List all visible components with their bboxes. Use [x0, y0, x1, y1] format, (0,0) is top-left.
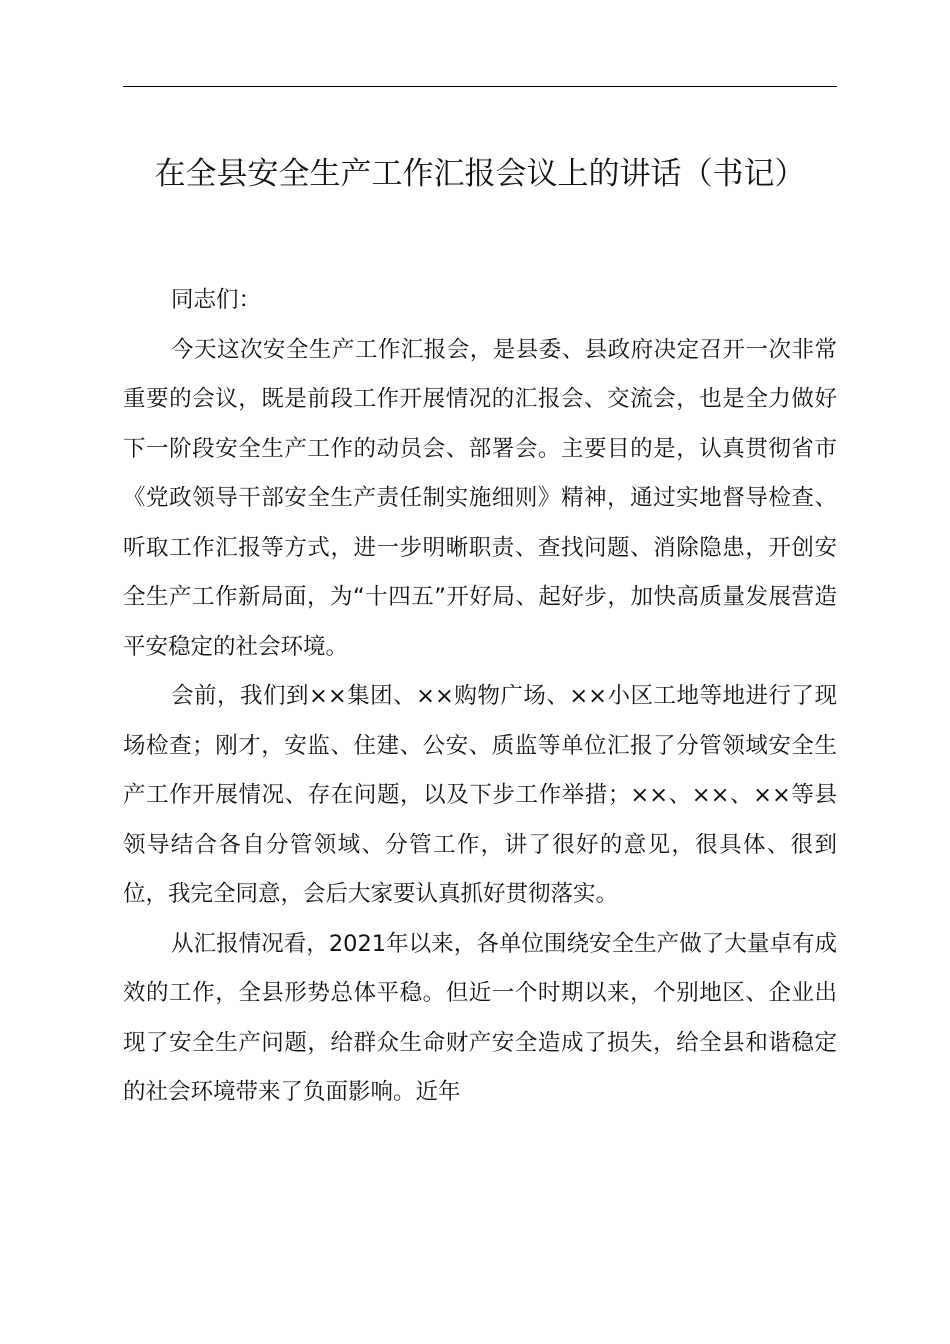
paragraph: 从汇报情况看，2021年以来，各单位围绕安全生产做了大量卓有成效的工作，全县形势总体平稳。但近一个时期以来，个别地区、企业出现了安全生产问题，给群众生命财产安全造成了损失，给全县和谐稳定的社会环境带来了负面影响。近年: [123, 930, 837, 1105]
document-body: [123, 276, 837, 1118]
paragraph: 今天这次安全生产工作汇报会，是县委、县政府决定召开一次非常重要的会议，既是前段工作开展情况的汇报会、交流会，也是全力做好下一阶段安全生产工作的动员会、部署会。主要目的是，认真贯彻省市《党政领导干部安全生产责任制实施细则》精神，通过实地督导检查、听取工作汇报等方式，进一步明晰职责、查找问题、消除隐患，开创安全生产工作新局面，为“十四五”开好局、起好步，加快高质量发展营造平安稳定的社会环境。: [123, 336, 837, 660]
paragraph: 会前，我们到××集团、××购物广场、××小区工地等地进行了现场检查；刚才，安监、住建、公安、质监等单位汇报了分管领域安全生产工作开展情况、存在问题，以及下步工作举措；××、××、××等县领导结合各自分管领域、分管工作，讲了很好的意见，很具体、很到位，我完全同意，会后大家要认真抓好贯彻落实。: [123, 683, 837, 907]
document-title: 在全县安全生产工作汇报会议上的讲话（书记）: [154, 156, 806, 192]
header-rule: [123, 86, 837, 87]
salutation: 同志们：: [171, 287, 262, 313]
